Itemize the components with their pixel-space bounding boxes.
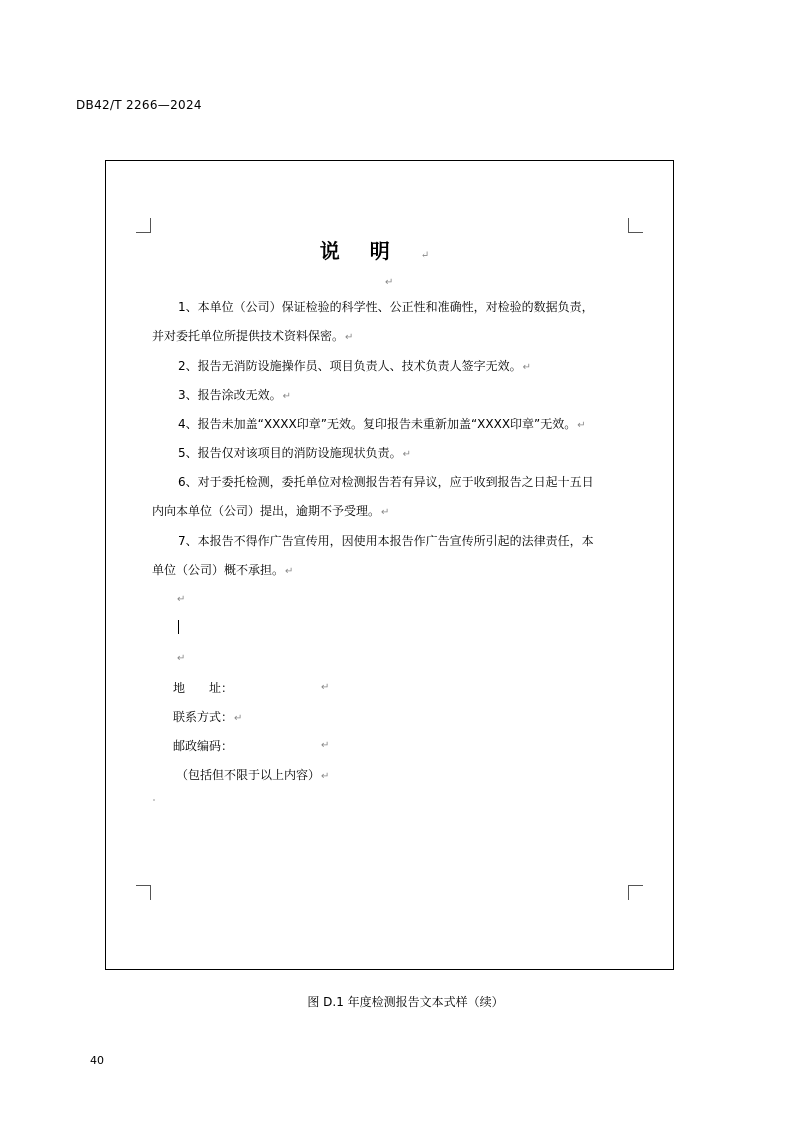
stray-dot bbox=[153, 799, 155, 801]
figure-caption: 图 D.1 年度检测报告文本式样（续） bbox=[307, 995, 504, 1009]
text-cursor bbox=[178, 620, 179, 634]
item-6-line-2: 内向本单位（公司）提出，逾期不予受理。 bbox=[152, 504, 381, 518]
crop-mark-top-right bbox=[628, 218, 643, 233]
item-7-line-1: 7、本报告不得作广告宣传用，因使用本报告作广告宣传所引起的法律责任，本 bbox=[178, 534, 594, 548]
page-number: 40 bbox=[90, 1054, 104, 1067]
crop-mark-bottom-left bbox=[136, 885, 151, 900]
postcode-label: 邮政编码： bbox=[173, 739, 234, 753]
item-1-line-2: 并对委托单位所提供技术资料保密。 bbox=[152, 329, 345, 343]
item-2: 2、报告无消防设施操作员、项目负责人、技术负责人签字无效。 bbox=[178, 359, 522, 373]
item-1-line-1: 1、本单位（公司）保证检验的科学性、公正性和准确性，对检验的数据负责， bbox=[178, 300, 594, 314]
crop-mark-bottom-right bbox=[628, 885, 643, 900]
item-6-line-1: 6、对于委托检测，委托单位对检测报告若有异议，应于收到报告之日起十五日 bbox=[178, 475, 594, 489]
form-title: 说明↵ bbox=[319, 239, 460, 263]
address-label: 地 址： bbox=[173, 681, 234, 695]
report-form-frame: 说明↵ ↵ 1、本单位（公司）保证检验的科学性、公正性和准确性，对检验的数据负责， 并对委托单位所提供技术资料保密。↵ 2、报告无消防设施操作员、项目负责人、技术负责人签字无效。↵ 3、报告涂改无效。↵ 4、报告未加盖“XXXX印章”无效。复印报告未重新加盖“XXXX印章”无效。↵ 5、报告仅对该项目的消防设施现状负责。↵ 6、对于委托检测，委托单位对检测报告若有异议，应于收到报告之日起十五日 内向本单位（公司）提出，逾期不予受理。↵ 7、本报告不得作广告宣传用，因使用本报告作广告宣传所引起的法律责任，本 单位（公司）概不承担。↵ ↵ ↵ 地 址： ↵ 联系方式：↵ 邮政编码： ↵ （包括但不限于以上内容）↵ bbox=[105, 160, 674, 970]
contact-note: （包括但不限于以上内容） bbox=[176, 768, 321, 782]
crop-mark-top-left bbox=[136, 218, 151, 233]
item-7-line-2: 单位（公司）概不承担。 bbox=[152, 563, 285, 577]
item-5: 5、报告仅对该项目的消防设施现状负责。 bbox=[178, 446, 402, 460]
contact-label: 联系方式： bbox=[173, 710, 234, 724]
item-4: 4、报告未加盖“XXXX印章”无效。复印报告未重新加盖“XXXX印章”无效。 bbox=[178, 417, 577, 431]
item-3: 3、报告涂改无效。 bbox=[178, 388, 282, 402]
paragraph-mark: ↵ bbox=[385, 277, 394, 288]
standard-code: DB42/T 2266—2024 bbox=[76, 98, 202, 112]
